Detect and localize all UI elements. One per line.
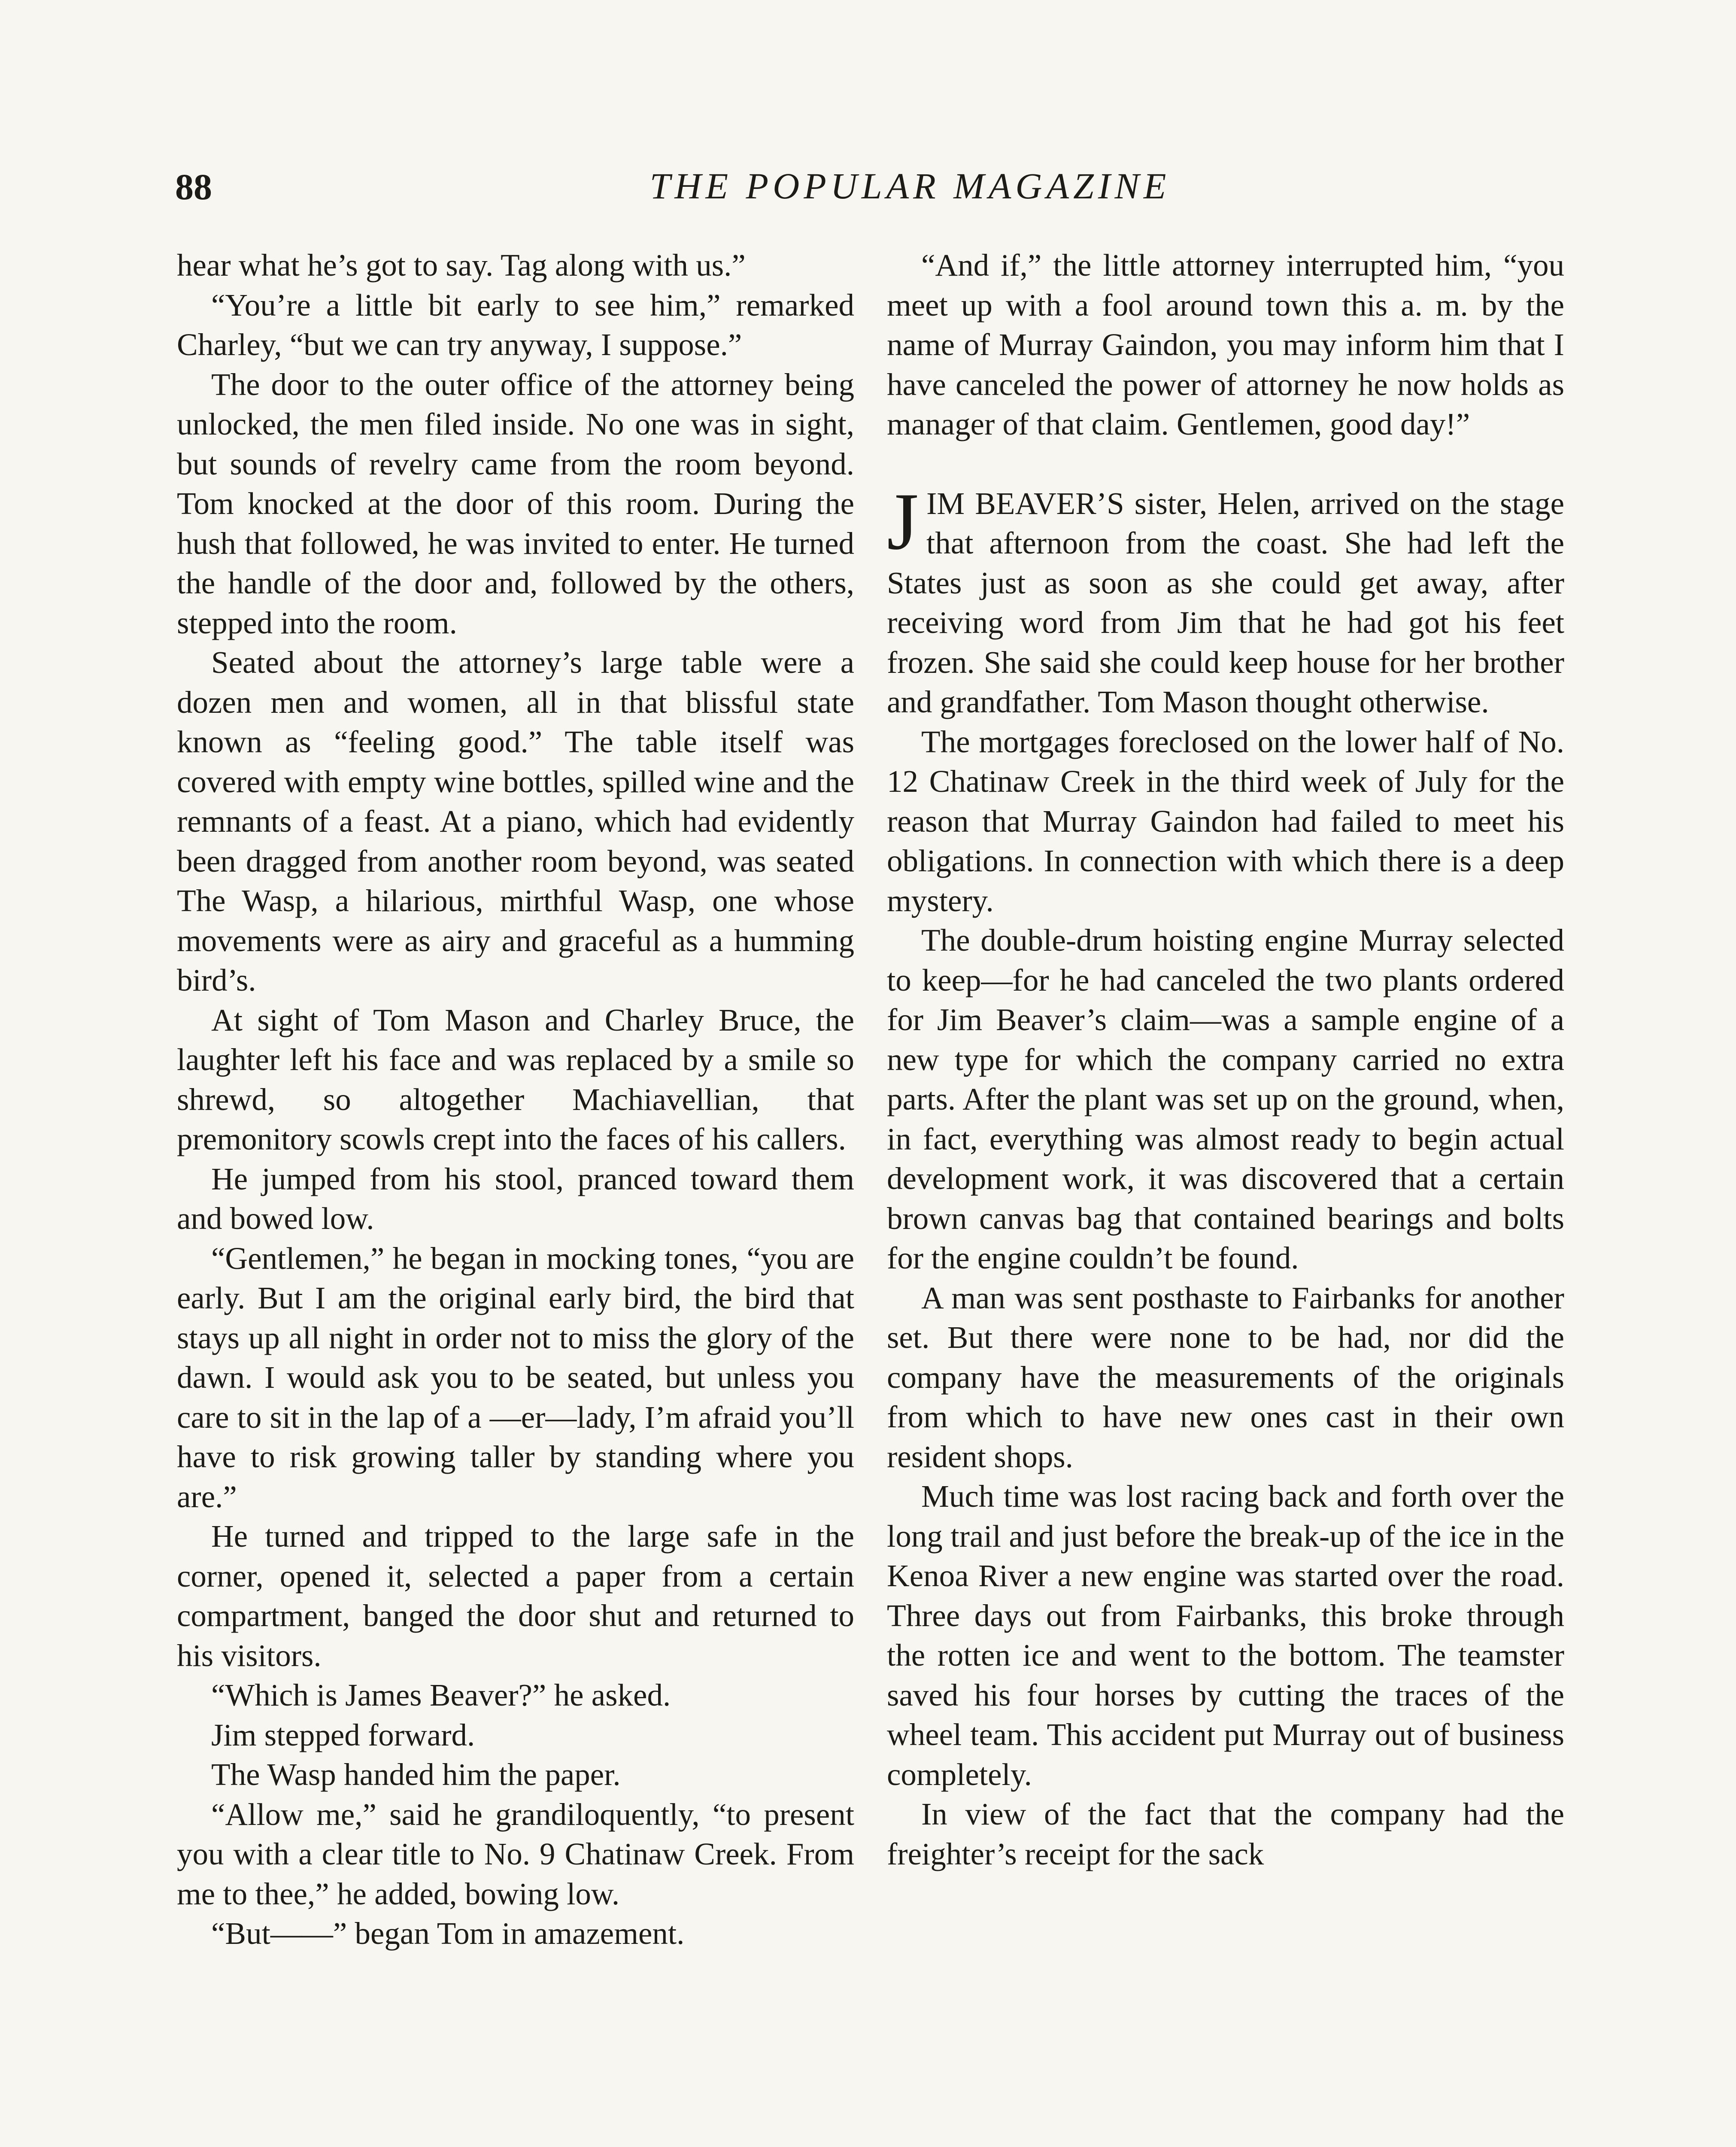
paragraph: The double-drum hoisting engine Murray selected to keep—for he had canceled the two plants ordered for Jim Beaver’s claim—was a sample engine of a new type for which the company carried no extra parts. After the plant was set up on the ground, when, in fact, everything was almost ready to begin actual development work, it was discovered that a certain brown canvas bag that contained bearings and bolts for the engine couldn’t be found. bbox=[887, 923, 1564, 1275]
paragraph: “And if,” the little attorney interrupted him, “you meet up with a fool around town this a. m. by the name of Murray Gaindon, you may inform him that I have canceled the power of attorney he now holds as manager of that claim. Gentlemen, good day!” bbox=[887, 248, 1564, 441]
page-number: 88 bbox=[175, 166, 212, 207]
paragraph: Jim stepped forward. bbox=[211, 1717, 475, 1752]
paragraph: The mortgages foreclosed on the lower half of No. 12 Chatinaw Creek in the third week of July for the reason that Murray Gaindon had failed to meet his obligations. In connection with which there is a deep mystery. bbox=[887, 724, 1564, 918]
left-column bbox=[177, 246, 854, 1954]
section-opening-paragraph bbox=[887, 476, 1564, 722]
running-head: THE POPULAR MAGAZINE bbox=[649, 165, 1171, 207]
paragraph: The door to the outer office of the attorney being unlocked, the men filed inside. No one was in sight, but sounds of revelry came from the room beyond. Tom knocked at the door of this room. During the hush that followed, he was invited to enter. He turned the handle of the door and, followed by the others, stepped into the room. bbox=[177, 367, 854, 640]
paragraph: He jumped from his stool, pranced toward them and bowed low. bbox=[177, 1161, 854, 1236]
paragraph: At sight of Tom Mason and Charley Bruce, the laughter left his face and was replaced by a smile so shrewd, so altogether Machiavellian, that premonitory scowls crept into the faces of his callers. bbox=[177, 1002, 854, 1156]
paragraph: “Which is James Beaver?” he asked. bbox=[211, 1678, 671, 1712]
paragraph: In view of the fact that the company had the freighter’s receipt for the sack bbox=[887, 1797, 1564, 1871]
paragraph: A man was sent posthaste to Fairbanks for another set. But there were none to be had, nor did the company have the measurements of the originals from which to have new ones cast in their own resident shops. bbox=[887, 1280, 1564, 1474]
section-opening-text: IM BEAVER’S sister, Helen, arrived on the stage that afternoon from the coast. She had left the States just as soon as she could get away, after receiving word from Jim that he had got his feet frozen. She said she could keep house for her brother and grandfather. Tom Mason thought otherwise. bbox=[887, 486, 1564, 719]
paragraph: The Wasp handed him the paper. bbox=[211, 1757, 621, 1792]
paragraph: Much time was lost racing back and forth over the long trail and just before the break-up of the ice in the Kenoa River a new engine was started over the road. Three days out from Fairbanks, this broke through the rotten ice and went to the bottom. The teamster saved his four horses by cutting the traces of the wheel team. This accident put Murray out of business completely. bbox=[887, 1479, 1564, 1792]
paragraph: Seated about the attorney’s large table were a dozen men and women, all in that blissful state known as “feeling good.” The table itself was covered with empty wine bottles, spilled wine and the remnants of a feast. At a piano, which had evidently been dragged from another room beyond, was seated The Wasp, a hilarious, mirthful Wasp, one whose movements were as airy and graceful as a humming bird’s. bbox=[177, 645, 854, 997]
paragraph: hear what he’s got to say. Tag along with us.” bbox=[177, 248, 746, 283]
paragraph: “Gentlemen,” he began in mocking tones, “you are early. But I am the original early bird, the bird that stays up all night in order not to miss the glory of the dawn. I would ask you to be seated, but unless you care to sit in the lap of a —er—lady, I’m afraid you’ll have to risk growing taller by standing where you are.” bbox=[177, 1241, 854, 1514]
right-column bbox=[887, 246, 1564, 1874]
paragraph: He turned and tripped to the large safe in the corner, opened it, selected a paper from a certain compartment, banged the door shut and returned to his visitors. bbox=[177, 1519, 854, 1673]
paragraph: “You’re a little bit early to see him,” remarked Charley, “but we can try anyway, I suppose.” bbox=[177, 287, 854, 362]
paragraph: “Allow me,” said he grandiloquently, “to present you with a clear title to No. 9 Chatinaw Creek. From me to thee,” he added, bowing low. bbox=[177, 1797, 854, 1911]
drop-cap: J bbox=[887, 476, 919, 567]
paragraph: “But——” began Tom in amazement. bbox=[211, 1916, 685, 1951]
